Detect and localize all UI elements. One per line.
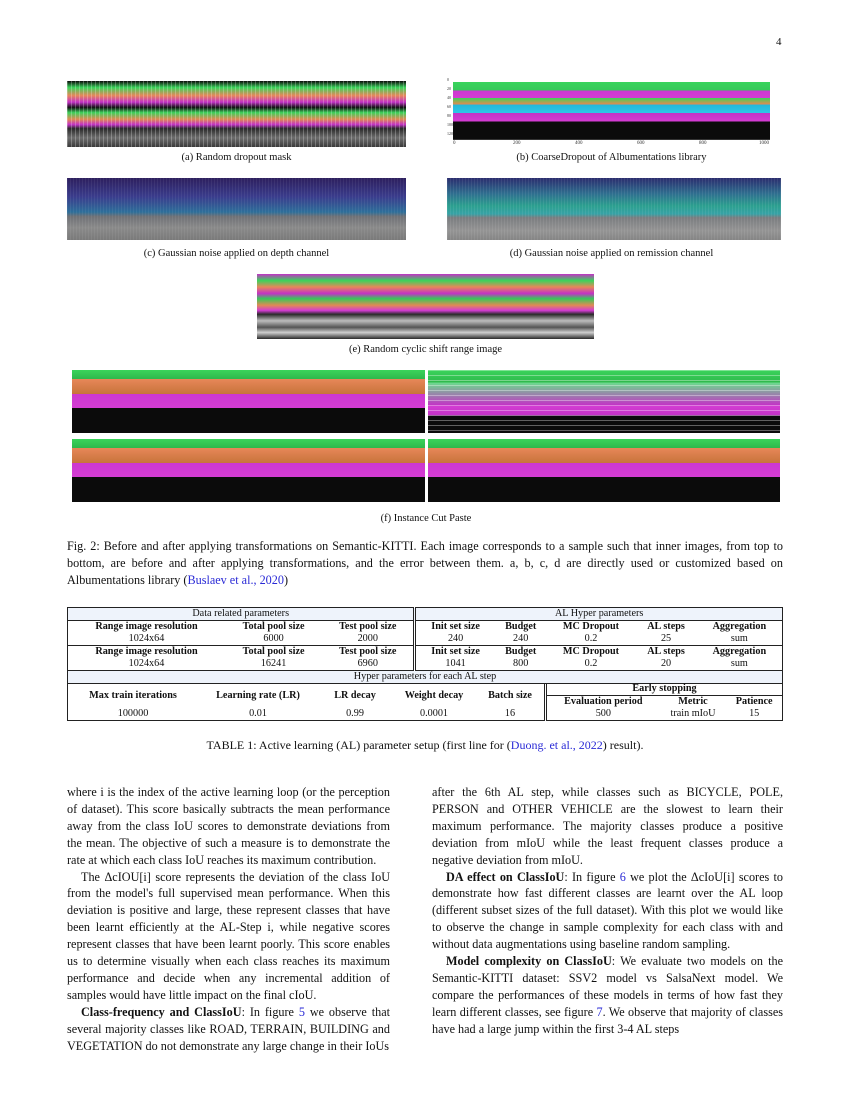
figure-f-image-2 [428, 370, 780, 433]
paragraph-heading: DA effect on ClassIoU [446, 869, 565, 884]
paragraph-text: : We evaluate two models on the Semantic-KITTI dataset: SSV2 model vs SalsaNext model. We compare the performances of these models in terms of how fast they learn different classes, see figure [432, 954, 784, 1019]
paragraph-text: : In figure [241, 1004, 299, 1019]
table-cell: 25 [635, 633, 696, 646]
table-header: MC Dropout [562, 621, 620, 632]
figure-b-ytick: 20 [447, 86, 451, 91]
table-cell: 500 [546, 708, 660, 721]
citation-link[interactable]: Duong. et al., 2022 [510, 738, 603, 752]
table-header: Batch size [488, 689, 532, 701]
figure-b-ytick: 80 [447, 113, 451, 118]
table-cell: 6960 [357, 658, 378, 669]
table-group-step: Hyper parameters for each AL step [68, 671, 783, 684]
table-cell: sum [697, 633, 783, 646]
paragraph-heading: Model complexity on ClassIoU [446, 954, 612, 969]
figure-a-caption: (a) Random dropout mask [181, 152, 292, 163]
figure-b-ytick: 120 [447, 131, 453, 136]
figure-d-image [447, 178, 781, 240]
table-cell: 240 [415, 633, 495, 646]
figure-caption-text: Fig. 2: Before and after applying transformations on Semantic-KITTI. Each image corresponds to a sample such that inner images, from top to bottom, are before and after applying transformations, and the error between them. a, b, c, d are directly used or customized based on Albumentations library ( [67, 539, 783, 588]
paragraph: after the 6th AL step, while classes such as BICYCLE, POLE, PERSON and OTHER VEHICLE are the slowest to learn their maximum performance. The majority classes produce a positive deviation from mIoU while the least frequent classes produce a negative deviation from mIoU. [432, 785, 783, 867]
figure-d-caption: (d) Gaussian noise applied on remission channel [509, 248, 714, 259]
paragraph-text: : In figure [564, 869, 620, 884]
table-cell: 1024x64 [68, 658, 225, 671]
paragraph: where i is the index of the active learning loop (or the perception of dataset). This score basically subtracts the mean performance away from the class IoU scores to demonstrate deviations from the mean. The objective of such a measure is to demonstrate the rate at which each class IoU reaches its maximum contribution. [67, 785, 390, 867]
figure-link[interactable]: 7 [596, 1004, 603, 1019]
figure-c-caption: (c) Gaussian noise applied on depth channel [143, 248, 330, 259]
figure-caption-end: ) [283, 573, 289, 588]
figure-b-xtick: 0 [453, 141, 456, 146]
paragraph-text: we observe that several majority classes like ROAD, TERRAIN, BUILDING and VEGETATION do not demonstrate any large change in their IoUs [67, 1004, 390, 1053]
paragraph-text: . We observe that majority of classes have had a large jump within the first 3-4 AL steps [432, 1004, 783, 1036]
table-cell: 0.01 [198, 708, 318, 721]
table-cell: 240 [495, 633, 547, 646]
table-cell: 6000 [225, 633, 322, 646]
table-cell: 0.99 [318, 708, 392, 721]
paragraph [432, 869, 783, 954]
table-header: Learning rate (LR) [216, 689, 300, 701]
table-cell: 16 [476, 708, 546, 721]
table-cell: 800 [513, 658, 529, 669]
page-number: 4 [776, 36, 782, 48]
table-header: Test pool size [339, 621, 397, 632]
figure-b-xtick: 200 [513, 141, 521, 146]
figure-a-image [67, 81, 406, 147]
figure-e-caption: (e) Random cyclic shift range image [348, 344, 503, 355]
paragraph-text: we plot the ΔcIoU[i] scores to demonstrate how fast different classes are learnt over the AL loop (different subset sizes of the full dataset). With this plot we would like to observe the change in sample complexity for each class with and without data augmentations using baseline random sampling. [432, 869, 783, 952]
table-header: AL steps [647, 621, 685, 632]
citation-link[interactable]: Buslaev et al., 2020 [187, 573, 284, 588]
figure-f-image-4 [428, 439, 780, 502]
table-header: Range image resolution [68, 646, 225, 659]
parameter-table-step [67, 683, 783, 721]
table-header: Budget [505, 646, 537, 657]
table-caption-end: ) result). [602, 738, 644, 752]
table-cell: 1041 [415, 658, 495, 671]
figure-link[interactable]: 6 [619, 869, 626, 884]
table-header: LR decay [334, 689, 376, 701]
paragraph-heading: Class-frequency and ClassIoU [81, 1004, 242, 1019]
early-stopping-header: Early stopping [546, 683, 783, 696]
figure-c-image [67, 178, 406, 240]
figure-f-image-3 [72, 439, 425, 502]
table-header: Init set size [415, 621, 495, 634]
figure-b-ytick: 40 [447, 95, 451, 100]
paragraph: The ΔcIOU[i] score represents the deviation of the class IoU from the model's full supervised mean performance. When this deviation is positive and large, these represent classes that have been learnt efficiently at the AL-Step i, while negative scores represent classes that have been learnt poorly. This score enables us to determine visually when each class reaches its maximum performance and decide when any incremental addition of samples would have little impact on the final cIoU. [67, 869, 390, 1002]
table-cell: 15 [726, 708, 782, 721]
table-header: Init set size [415, 646, 495, 659]
right-column [432, 784, 783, 1038]
table-header: Max train iterations [68, 683, 199, 708]
table-header: AL steps [647, 646, 685, 657]
figure-f-caption: (f) Instance Cut Paste [380, 513, 472, 524]
figure-f-image-1 [72, 370, 425, 433]
parameter-table [67, 607, 783, 684]
figure-b-xtick: 1000 [759, 141, 769, 146]
table-header: MC Dropout [562, 646, 620, 657]
table-header: Metric [678, 696, 708, 707]
table-header: Test pool size [339, 646, 397, 657]
table-1-caption [67, 738, 783, 753]
table-header: Total pool size [242, 646, 305, 657]
table-cell: 100000 [68, 708, 199, 721]
paragraph [67, 1004, 390, 1055]
figure-b-image [453, 77, 770, 139]
table-header: Weight decay [404, 689, 464, 701]
table-header: Aggregation [697, 646, 783, 659]
table-cell: 16241 [260, 658, 287, 669]
table-cell: train mIoU [660, 708, 727, 721]
figure-b-xtick: 600 [637, 141, 645, 146]
table-header: Patience [726, 696, 782, 709]
left-column [67, 784, 390, 1055]
table-header: Total pool size [242, 621, 305, 632]
table-group-al: AL Hyper parameters [415, 608, 783, 621]
figure-2-caption [67, 538, 783, 590]
table-caption-text: TABLE 1: Active learning (AL) parameter setup (first line for ( [206, 738, 511, 752]
table-cell: 0.0001 [392, 708, 476, 721]
table-header: Evaluation period [546, 696, 660, 709]
figure-b-ytick: 100 [447, 122, 453, 127]
table-cell: 2000 [322, 633, 415, 646]
paragraph [432, 953, 783, 1038]
table-cell: 20 [660, 658, 672, 669]
table-group-data: Data related parameters [68, 608, 415, 621]
table-cell: 0.2 [547, 633, 636, 646]
figure-b-ytick: 60 [447, 104, 451, 109]
table-cell: sum [697, 658, 783, 671]
figure-b-x-axis [453, 139, 770, 148]
figure-b-ytick: 0 [447, 77, 449, 82]
table-header: Budget [505, 621, 537, 632]
figure-e-image [257, 274, 594, 339]
table-header: Aggregation [697, 621, 783, 634]
figure-link[interactable]: 5 [298, 1004, 305, 1019]
table-cell: 0.2 [584, 658, 598, 669]
figure-b-caption: (b) CoarseDropout of Albumentations library [516, 152, 707, 163]
table-header: Range image resolution [68, 621, 225, 634]
figure-b-xtick: 400 [575, 141, 583, 146]
table-cell: 1024x64 [68, 633, 225, 646]
figure-b-xtick: 800 [699, 141, 707, 146]
